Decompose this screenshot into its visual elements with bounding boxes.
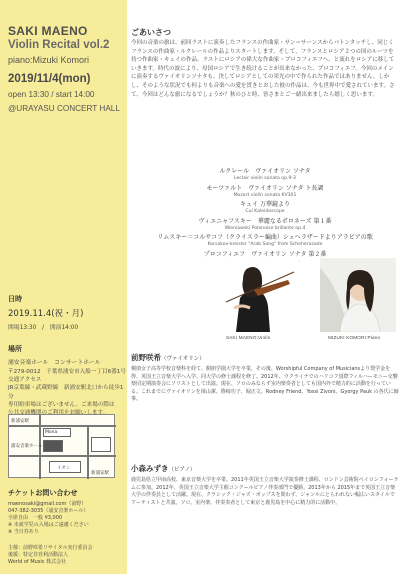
recital-date: 2019/11/4(mon) xyxy=(8,73,91,85)
pianist-photo xyxy=(320,258,396,332)
pianist-bio: 鹿児島県立甲南高校、東京音楽大学を卒業。2011年英国王立音楽大学演奏修士課程、ロンドン芸術院ベイロンフォーラムに参加。2012年、英国王立音楽大学主催コンクールピアノ伴奏部門で優勝。2013年から 2015年まで英国王立音楽大学の伴奏員として活躍。現在、クラシック・ジャズ・ポップスを問わず、ジャンルにとらわれない幅広いスタイルでアーティストと共演。ソロ、室内楽、伴奏奏者として東京と鹿児島を中心に精力的に活動中。 xyxy=(131,477,399,506)
violinist-bio-heading xyxy=(131,352,205,363)
pianist-bio-heading xyxy=(131,463,196,474)
map-road xyxy=(9,425,116,427)
pianist-name: 小森みずき xyxy=(131,464,169,473)
address-line: 交通アクセス xyxy=(8,377,42,384)
violinist-photo xyxy=(196,258,299,332)
program-title-en: Korsakov-kreisler "Arab Song" from Scheherazade xyxy=(207,242,323,247)
times-jp: 開場13:30 / 開演14:00 xyxy=(8,325,79,331)
program-item xyxy=(131,234,399,249)
address-line: 専用駐車場はございません。ご来場の際は xyxy=(8,401,115,408)
program-item xyxy=(131,218,399,233)
program-title-jp: キュイ 万華鏡より xyxy=(240,201,290,208)
address-line: JR京葉線・武蔵野線 新浦安駅北口から徒歩1分 xyxy=(8,385,124,400)
program-item xyxy=(131,201,399,216)
greeting-body: 今回の音楽の旅は、前回ラストに演奏したフランスの作曲家・サン＝サーンスからバトンタッチし、同じくフランスの作曲家・ルクレールの作品よりスタートします。そして、フランスとロシア２つの国のルーツを持つ作曲家・キュイの作品、ラストにロシアの偉大な作曲家・プロコフィエフへ、と流れをロシアに移していきます。時代の波により、母国ロシアで生き続けることが出来なかった、プロコフィエフ。今回のメインに演奏するヴァイオリンソナタも、決してロシアとしての栄光の中で作られた作品ではありません。しかし、そのような状況でも何よりも音楽への愛を貫きとおした彼の作品は、今も世界中で愛されています。さて、今回はどんな旅になるでしょうか？秋のひと時、皆さまとご一緒出来ましたら嬉しく思います。 xyxy=(131,40,395,98)
program-title-jp: モーツァルト ヴァイオリン ソナタ ト長調 xyxy=(206,184,324,192)
venue-name: 浦安音楽ホール コンサートホール xyxy=(8,360,101,366)
piano-credit: piano:Mizuki Komori xyxy=(8,55,90,65)
violinist-role: （ヴァイオリン） xyxy=(161,356,205,362)
contact-line: maenosaki@gmail.com（前野） xyxy=(8,501,87,507)
contact-heading: チケットお問い合わせ xyxy=(8,489,78,497)
recital-title: SAKI MAENO xyxy=(8,24,88,38)
violinist-bio: 桐朋女子高等学校音楽科を経て、桐朋学園大学を卒業。その後、Worshipful Company of Musiciansより奨学金を得、英国王立音楽大学へ入学、同大学の修士課程を修了。2012年、ウクライナでのハリコフ国際フィルハーモニー交響楽団定期演奏会にソリストとして出演。現在、ソロのみならず室内楽奏者としても国内外で精力的に活動を行っている。これまでにヴァイオリンを岡山潔、篠崎功子、堀正文、Rodney Friend、Yossi Zivoni、Gyorgy Pauk の各氏に師事。 xyxy=(131,366,399,403)
map-label: 浦安音楽ホール xyxy=(11,444,43,449)
program-item xyxy=(131,185,399,200)
violinist-name: 前野咲希 xyxy=(131,353,161,362)
sponsor-lines xyxy=(8,545,93,566)
recital-subtitle: Violin Recital vol.2 xyxy=(8,39,110,51)
recital-times: open 13:30 / start 14:00 xyxy=(8,90,95,99)
map-label: イオン xyxy=(57,466,71,471)
program-title-jp: ヴィエニャフスキー 華麗なるポロネーズ 第１番 xyxy=(198,217,332,225)
sidebar xyxy=(0,0,127,574)
program-title-en: Mozart violin sonata KV301 xyxy=(233,192,297,198)
recital-venue: @URAYASU CONCERT HALL xyxy=(8,104,120,113)
map-label: Mona xyxy=(45,430,58,435)
map-label: 新浦安駅 xyxy=(11,419,29,424)
pianist-role: （ピアノ） xyxy=(168,467,196,473)
program-title-en: Cui Kaleidoscope xyxy=(245,209,285,214)
contact-line: ※ 未就学児の入場はご遠慮ください xyxy=(8,522,89,528)
sponsor-line: 主催：前野咲希リサイタル実行委員会 xyxy=(8,545,93,551)
contact-line: ※ 当日券あり xyxy=(8,529,39,535)
venue-label: 場所 xyxy=(8,345,22,353)
map-label: 新浦安駅 xyxy=(91,471,109,476)
contact-line: 047-382-3035（浦安音楽ホール） xyxy=(8,508,89,514)
map-building xyxy=(91,437,111,452)
violinist-caption: SAKI MAENO:Violin xyxy=(226,335,271,340)
program-title-jp: プロコフィエフ ヴァイオリン ソナタ 第２番 xyxy=(203,250,327,258)
program-title-jp: リムスキー＝コルサコフ（クライスラー編曲）シェヘラザードよりアラビアの歌 xyxy=(157,234,373,241)
greeting-heading: ごあいさつ xyxy=(131,28,171,37)
pianist-caption: MIZUKI KOMORI:Piano xyxy=(328,335,381,340)
sponsor-line: World of Music 株式会社 xyxy=(8,559,67,565)
contact-lines xyxy=(8,501,89,536)
program-title-en: Wieniawski Polonaise brillante op.4 xyxy=(224,225,306,231)
access-map xyxy=(8,414,115,478)
program-item xyxy=(131,168,399,183)
program-title-en: Leclair violin sonata op.9-3 xyxy=(234,176,296,181)
date-label: 日時 xyxy=(8,295,22,303)
map-road xyxy=(87,425,89,479)
contact-line: 全席自由 一般 ¥3,000 xyxy=(8,515,63,521)
map-building-hall xyxy=(43,440,63,452)
map-road xyxy=(9,455,116,457)
sponsor-line: 後援：特定非営利活動法人 xyxy=(8,552,69,558)
address-line: 〒279-0012 千葉県浦安市入船一丁目6番1号 xyxy=(8,369,126,375)
venue-address xyxy=(8,368,127,417)
program-list xyxy=(131,168,399,267)
date-jp: 2019.11.4(祝・月) xyxy=(8,309,84,319)
program-title-jp: ルクレール ヴァイオリン ソナタ xyxy=(219,168,311,175)
